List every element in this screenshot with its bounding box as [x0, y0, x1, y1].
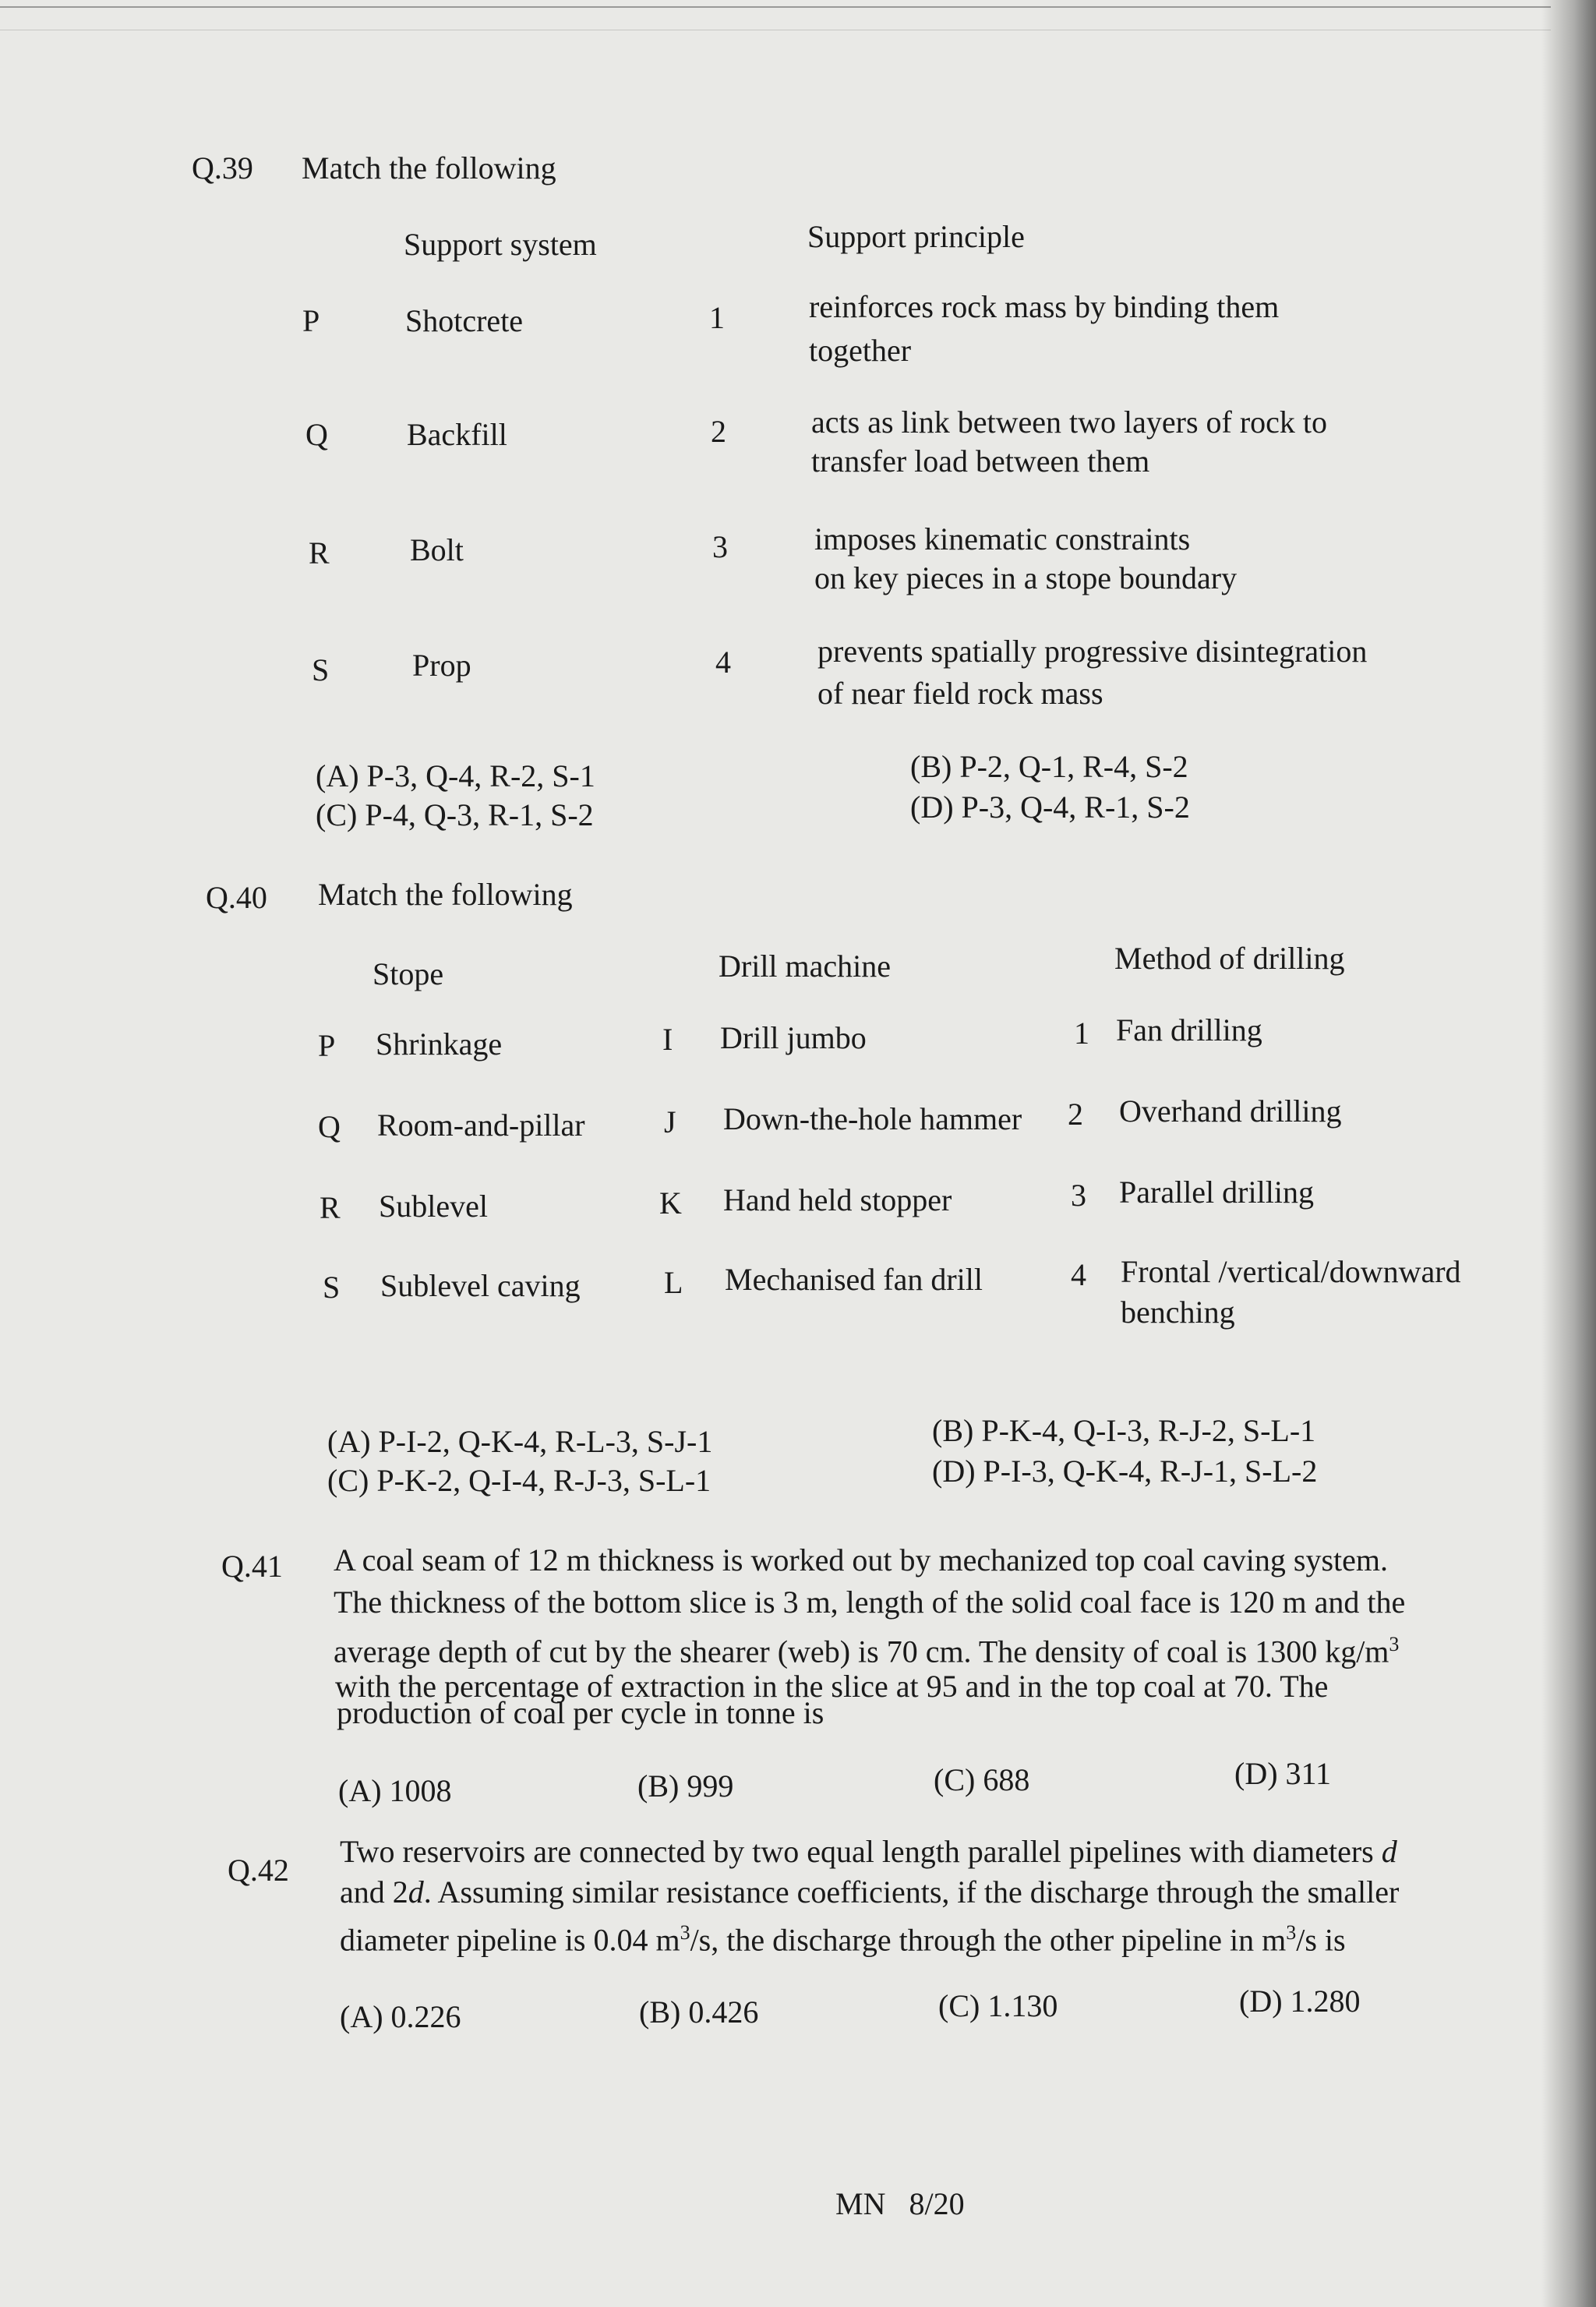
row-machine: Down-the-hole hammer: [723, 1101, 1022, 1136]
superscript: 3: [1286, 1921, 1297, 1944]
row-number: 4: [1071, 1257, 1086, 1292]
question-text-line: Two reservoirs are connected by two equal length parallel pipelines with diameters d: [340, 1834, 1397, 1869]
row-item: Bolt: [410, 532, 464, 567]
row-code: J: [664, 1104, 676, 1139]
row-letter: R: [309, 535, 330, 571]
superscript: 3: [1389, 1633, 1400, 1655]
row-stope: Room-and-pillar: [377, 1108, 585, 1143]
scan-shadow-edge: [1541, 0, 1596, 2307]
row-machine: Hand held stopper: [723, 1182, 952, 1217]
option-c[interactable]: (C) P-K-2, Q-I-4, R-J-3, S-L-1: [327, 1463, 711, 1498]
row-letter: Q: [305, 417, 328, 452]
row-description: together: [809, 333, 912, 368]
question-stem: Match the following: [318, 877, 573, 912]
page-footer: MN 8/20: [835, 2186, 965, 2221]
row-stope: Sublevel: [379, 1189, 488, 1224]
option-b[interactable]: (B) P-2, Q-1, R-4, S-2: [910, 749, 1188, 784]
row-description: of near field rock mass: [817, 676, 1103, 711]
row-description: prevents spatially progressive disintegration: [817, 634, 1368, 669]
row-letter: S: [312, 652, 330, 687]
question-text-line: diameter pipeline is 0.04 $m^3/s$, the discharge through the other pipeline in $m^3/s$ is: [340, 1921, 1346, 1958]
option-b[interactable]: (B) P-K-4, Q-I-3, R-J-2, S-L-1: [932, 1413, 1316, 1448]
scan-top-rule: [0, 6, 1551, 8]
row-item: Shotcrete: [405, 303, 524, 338]
option-d[interactable]: (D) P-I-3, Q-K-4, R-J-1, S-L-2: [932, 1454, 1318, 1489]
option-c[interactable]: (C) 1.130: [938, 1988, 1058, 2023]
column-header-support-principle: Support principle: [807, 219, 1025, 254]
option-b[interactable]: (B) 0.426: [639, 1994, 759, 2030]
row-letter: P: [302, 303, 320, 338]
row-machine: Drill jumbo: [720, 1020, 867, 1055]
question-stem: Match the following: [302, 150, 556, 185]
column-header-drill-machine: Drill machine: [719, 949, 892, 984]
row-description: acts as link between two layers of rock to: [811, 405, 1328, 440]
row-description: transfer load between them: [811, 443, 1150, 479]
row-number: 4: [715, 645, 731, 680]
variable-d: d: [1381, 1834, 1397, 1869]
superscript: 3: [680, 1921, 690, 1944]
row-number: 1: [1074, 1016, 1089, 1051]
question-text-line: A coal seam of 12 m thickness is worked out by mechanized top coal caving system.: [334, 1542, 1389, 1577]
question-number: Q.42: [228, 1853, 289, 1888]
row-description: reinforces rock mass by binding them: [809, 289, 1280, 324]
option-d[interactable]: (D) P-3, Q-4, R-1, S-2: [910, 790, 1190, 825]
row-code: I: [662, 1022, 673, 1057]
option-c[interactable]: (C) P-4, Q-3, R-1, S-2: [316, 797, 594, 832]
row-number: 2: [711, 414, 726, 449]
row-stope: Shrinkage: [376, 1026, 503, 1062]
row-number: 3: [712, 529, 728, 564]
option-c[interactable]: (C) 688: [934, 1762, 1030, 1797]
question-text-line: and 2d. Assuming similar resistance coefficients, if the discharge through the smaller: [340, 1874, 1400, 1910]
row-stope: Sublevel caving: [380, 1268, 581, 1303]
row-method: Frontal /vertical/downward: [1121, 1254, 1461, 1289]
row-method: benching: [1121, 1295, 1235, 1330]
question-text-line: The thickness of the bottom slice is 3 m, length of the solid coal face is 120 m and the: [334, 1585, 1406, 1620]
question-number: Q.39: [192, 150, 253, 185]
option-a[interactable]: (A) 1008: [338, 1773, 452, 1808]
row-code: L: [664, 1265, 683, 1300]
column-header-method: Method of drilling: [1114, 941, 1345, 976]
row-method: Overhand drilling: [1119, 1093, 1342, 1129]
row-method: Fan drilling: [1116, 1012, 1262, 1048]
row-number: 1: [709, 300, 725, 335]
question-text-line: production of coal per cycle in tonne is: [337, 1695, 824, 1730]
column-header-stope: Stope: [373, 956, 444, 991]
option-a[interactable]: (A) P-3, Q-4, R-2, S-1: [316, 758, 595, 793]
row-item: Prop: [412, 648, 471, 683]
option-d[interactable]: (D) 1.280: [1239, 1984, 1361, 2019]
option-b[interactable]: (B) 999: [637, 1768, 734, 1804]
row-item: Backfill: [407, 417, 507, 452]
row-machine: Mechanised fan drill: [725, 1262, 983, 1297]
row-letter: P: [318, 1028, 336, 1063]
row-number: 2: [1068, 1097, 1083, 1132]
question-number: Q.41: [221, 1549, 283, 1584]
row-letter: S: [323, 1270, 341, 1305]
row-description: imposes kinematic constraints: [814, 521, 1191, 556]
row-letter: R: [320, 1190, 341, 1225]
option-a[interactable]: (A) 0.226: [340, 1999, 461, 2034]
row-number: 3: [1071, 1178, 1086, 1213]
option-d[interactable]: (D) 311: [1234, 1756, 1332, 1791]
row-code: K: [659, 1185, 682, 1221]
question-number: Q.40: [206, 880, 267, 915]
question-text-line: with the percentage of extraction in the slice at 95 and in the top coal at 70. The: [335, 1669, 1329, 1704]
variable-d: d: [408, 1874, 424, 1910]
column-header-support-system: Support system: [404, 227, 597, 262]
row-description: on key pieces in a stope boundary: [814, 560, 1238, 595]
question-text-line: average depth of cut by the shearer (web) is 70 cm. The density of coal is 1300 $kg/m^3$: [334, 1633, 1400, 1669]
row-letter: Q: [318, 1109, 341, 1144]
row-method: Parallel drilling: [1119, 1175, 1314, 1210]
option-a[interactable]: (A) P-I-2, Q-K-4, R-L-3, S-J-1: [327, 1424, 713, 1459]
